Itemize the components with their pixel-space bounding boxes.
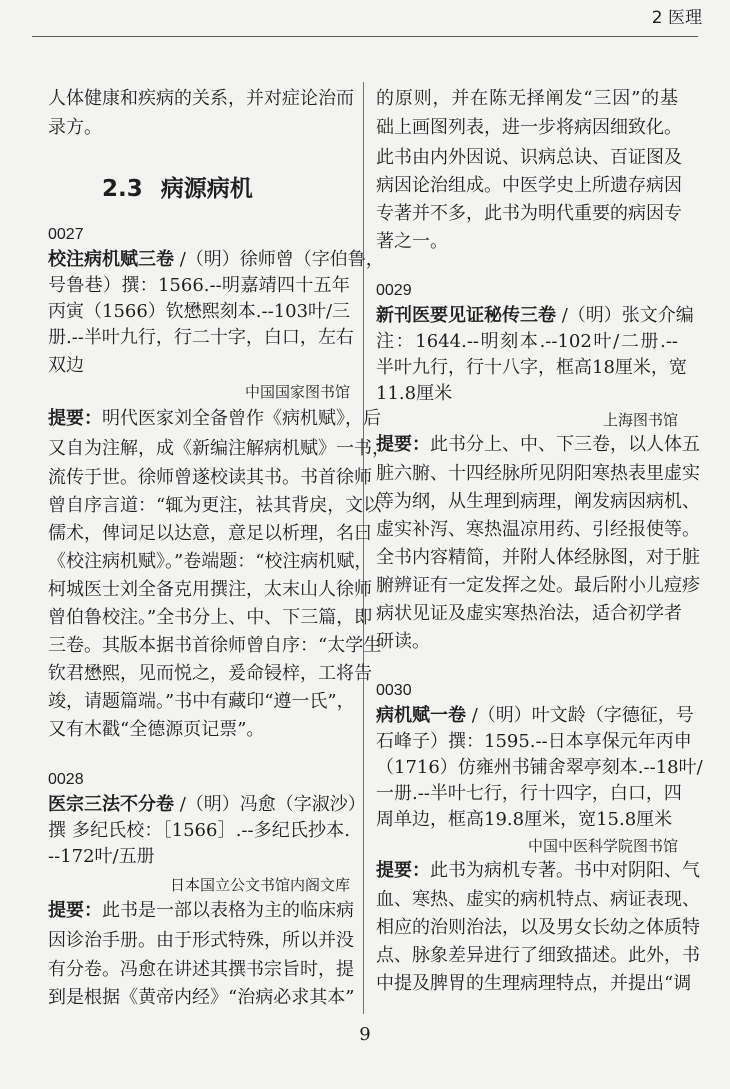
- summary-line: 柯城医士刘全备克用撰注，太末山人徐师: [48, 579, 372, 600]
- entry-id: 0030: [376, 682, 412, 699]
- summary-line: 全书内容精简，并附人体经脉图，对于脏: [376, 547, 700, 568]
- lead-term: 提要：: [48, 900, 102, 921]
- summary-line: 血、寒热、虚实的病机特点、病证表现、: [376, 889, 700, 910]
- running-header: 2 医理: [651, 8, 702, 28]
- summary-line: 提要：此书分上、中、下三卷，以人体五: [376, 434, 700, 455]
- entry-meta-line: （1716）仿雍州书铺舍翠亭刻本.--18叶/: [376, 757, 703, 778]
- header-rule: [32, 36, 698, 37]
- summary-line: 又自为注解，成《新编注解病机赋》一书，: [48, 438, 390, 459]
- continuation-line: 病因论治组成。中医学史上所遗存病因: [376, 175, 682, 196]
- summary-line: 竣，请题篇端。”书中有藏印“遵一氏”，: [48, 691, 355, 712]
- summary-line: 提要：此书为病机专著。书中对阴阳、气: [376, 860, 700, 881]
- summary-line: 曾自序言道：“辄为更注，袪其背戾，文以: [48, 495, 382, 516]
- entry-meta-line: 双边: [48, 355, 84, 376]
- section-number: 2.3: [102, 176, 143, 202]
- entry-meta-line: 册.--半叶九行，行二十字，白口，左右: [48, 327, 354, 348]
- summary-line: 《校注病机赋》。”卷端题：“校注病机赋，: [48, 551, 373, 572]
- lead-term: 提要：: [48, 408, 102, 429]
- lead-term: 提要：: [376, 434, 430, 455]
- entry-meta-line: --172叶/五册: [48, 846, 155, 867]
- continuation-line: 础上画图列表，进一步将病因细致化。: [376, 117, 682, 138]
- lead-term: 医宗三法不分卷: [48, 794, 174, 815]
- summary-line: 等为纲，从生理到病理，阐发病因病机、: [376, 491, 700, 512]
- entry-meta-line: 校注病机赋三卷 /（明）徐师曾（字伯鲁，: [48, 249, 384, 270]
- continuation-line: 此书由内外因说、识病总诀、百证图及: [376, 147, 682, 168]
- summary-line: 中提及脾胃的生理病理特点，并提出“调: [376, 973, 692, 994]
- summary-line: 病状见证及虚实寒热治法，适合初学者: [376, 603, 682, 624]
- lead-term: 校注病机赋三卷: [48, 249, 174, 270]
- entry-id: 0027: [48, 226, 84, 243]
- summary-line: 相应的治则治法，以及男女长幼之体质特: [376, 917, 700, 938]
- lead-term: 病机赋一卷: [376, 705, 466, 726]
- summary-line: 研读。: [376, 631, 430, 652]
- entry-meta-line: 撰 多纪氏校：［1566］.--多纪氏抄本.: [48, 820, 350, 841]
- summary-line: 流传于世。徐师曾遂校读其书。书首徐师: [48, 467, 372, 488]
- intro-line: 录方。: [48, 117, 102, 138]
- summary-line: 因诊治手册。由于形式特殊，所以并没: [48, 930, 354, 951]
- entry-meta-line: 新刊医要见证秘传三卷 /（明）张文介编: [376, 305, 694, 326]
- lead-term: 新刊医要见证秘传三卷: [376, 305, 556, 326]
- summary-line: 点、脉象差异进行了细致描述。此外，书: [376, 945, 700, 966]
- summary-line: 又有木戳“全德源页记票”。: [48, 719, 265, 740]
- summary-line: 提要：此书是一部以表格为主的临床病: [48, 900, 354, 921]
- entry-meta-line: 石峰子）撰：1595.--日本享保元年丙申: [376, 731, 692, 752]
- entry-library: 中国中医科学院图书馆: [527, 837, 678, 855]
- continuation-line: 的原则，并在陈无择阐发“三因”的基: [376, 88, 678, 109]
- summary-line: 腑辨证有一定发挥之处。最后附小儿痘疹: [376, 575, 700, 596]
- entry-library: 中国国家图书馆: [244, 383, 350, 401]
- entry-meta-line: 医宗三法不分卷 /（明）冯愈（字淑沙）: [48, 794, 366, 815]
- entry-meta-line: 半叶九行，行十八字，框高18厘米，宽: [376, 357, 687, 378]
- summary-line: 曾伯鲁校注。”全书分上、中、下三篇，即: [48, 607, 373, 628]
- summary-line: 儒术，俾词足以达意，意足以析理，名曰: [48, 523, 372, 544]
- intro-line: 人体健康和疾病的关系，并对症论治而: [48, 88, 354, 109]
- summary-line: 虚实补泻、寒热温凉用药、引经报使等。: [376, 519, 700, 540]
- column-divider: [363, 82, 364, 1014]
- entry-meta-line: 病机赋一卷 /（明）叶文龄（字德征，号: [376, 705, 694, 726]
- entry-meta-line: 丙寅（1566）钦懋熙刻本.--103叶/三: [48, 301, 351, 322]
- entry-library: 上海图书馆: [602, 411, 678, 429]
- summary-line: 提要：明代医家刘全备曾作《病机赋》，后: [48, 408, 381, 429]
- continuation-line: 专著并不多，此书为明代重要的病因专: [376, 203, 682, 224]
- entry-id: 0029: [376, 282, 412, 299]
- page-number: 9: [359, 1024, 371, 1045]
- entry-meta-line: 注：1644.--明刻本.--102叶/二册.--: [376, 331, 678, 352]
- summary-line: 钦君懋熙，见而悦之，爰命锓梓，工将告: [48, 663, 372, 684]
- summary-line: 有分卷。冯愈在讲述其撰书宗旨时，提: [48, 959, 354, 980]
- continuation-line: 著之一。: [376, 231, 448, 252]
- entry-meta-line: 周单边，框高19.8厘米，宽15.8厘米: [376, 809, 673, 830]
- entry-meta-line: 一册.--半叶七行，行十四字，白口，四: [376, 783, 682, 804]
- summary-line: 脏六腑、十四经脉所见阴阳寒热表里虚实: [376, 463, 700, 484]
- summary-line: 三卷。其版本据书首徐师曾自序：“太学生: [48, 635, 382, 656]
- entry-id: 0028: [48, 771, 84, 788]
- section-heading: [102, 174, 253, 204]
- entry-meta-line: 11.8厘米: [376, 383, 453, 404]
- entry-library: 日本国立公文书馆内阁文库: [169, 876, 350, 894]
- lead-term: 提要：: [376, 860, 430, 881]
- section-title: 病源病机: [160, 176, 253, 202]
- entry-meta-line: 号鲁巷）撰：1566.--明嘉靖四十五年: [48, 275, 350, 296]
- summary-line: 到是根据《黄帝内经》“治病必求其本”: [48, 987, 355, 1008]
